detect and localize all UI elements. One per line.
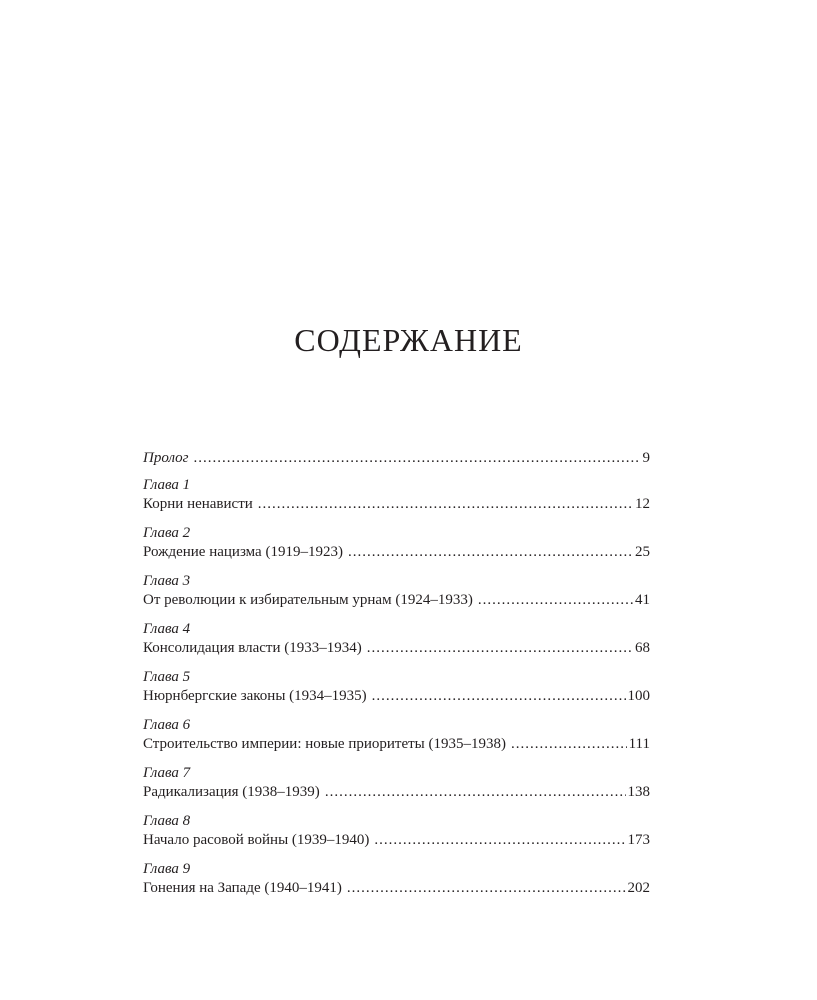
toc-entry-title: Рождение нацизма (1919–1923)	[143, 544, 343, 560]
dot-leader	[325, 782, 626, 802]
dot-leader	[194, 448, 641, 468]
toc-page-number: 25	[635, 544, 650, 560]
chapter-label: Глава 2	[143, 525, 191, 541]
chapter-label: Глава 1	[143, 477, 191, 493]
toc-page-number: 138	[627, 784, 650, 800]
page-title: СОДЕРЖАНИЕ	[294, 322, 523, 358]
toc-page-number: 173	[627, 832, 650, 848]
dot-leader	[258, 494, 633, 514]
toc-entry-title: Нюрнбергские законы (1934–1935)	[143, 688, 367, 704]
dot-leader	[374, 830, 625, 850]
toc-entry-chapter-2[interactable]	[143, 524, 650, 562]
dot-leader	[367, 638, 633, 658]
toc-entry-title: Радикализация (1938–1939)	[143, 784, 320, 800]
toc-entry-chapter-4[interactable]	[143, 620, 650, 658]
toc-entry-chapter-9[interactable]	[143, 860, 650, 898]
toc-entry-title: От революции к избирательным урнам (1924–1933)	[143, 592, 473, 608]
toc-entry-chapter-6[interactable]	[143, 716, 650, 754]
chapter-label: Глава 7	[143, 765, 191, 781]
toc-entry-chapter-3[interactable]	[143, 572, 650, 610]
chapter-label: Глава 6	[143, 717, 191, 733]
dot-leader	[478, 590, 633, 610]
toc-page-number: 9	[642, 450, 650, 466]
toc-page-number: 100	[627, 688, 650, 704]
toc-entry-chapter-5[interactable]	[143, 668, 650, 706]
toc-entry-title: Консолидация власти (1933–1934)	[143, 640, 362, 656]
toc-entry-title: Строительство империи: новые приоритеты (1935–1938)	[143, 736, 506, 752]
chapter-label: Глава 9	[143, 861, 191, 877]
toc-page-number: 41	[635, 592, 650, 608]
chapter-label: Глава 5	[143, 669, 191, 685]
dot-leader	[511, 734, 627, 754]
toc-page-number: 111	[628, 736, 650, 752]
toc-entry-prologue[interactable]	[143, 448, 650, 468]
toc-entry-chapter-8[interactable]	[143, 812, 650, 850]
toc-entry-title: Гонения на Западе (1940–1941)	[143, 880, 342, 896]
chapter-label: Глава 4	[143, 621, 191, 637]
dot-leader	[347, 878, 626, 898]
toc-page-number: 202	[627, 880, 650, 896]
toc-entry-title: Пролог	[143, 450, 189, 466]
dot-leader	[348, 542, 633, 562]
toc-page-number: 68	[635, 640, 650, 656]
toc-entry-chapter-1[interactable]	[143, 476, 650, 514]
chapter-label: Глава 8	[143, 813, 191, 829]
toc-entry-title: Корни ненависти	[143, 496, 253, 512]
toc-page-number: 12	[635, 496, 650, 512]
toc-entry-chapter-7[interactable]	[143, 764, 650, 802]
dot-leader	[372, 686, 626, 706]
chapter-label: Глава 3	[143, 573, 191, 589]
toc-entry-title: Начало расовой войны (1939–1940)	[143, 832, 370, 848]
